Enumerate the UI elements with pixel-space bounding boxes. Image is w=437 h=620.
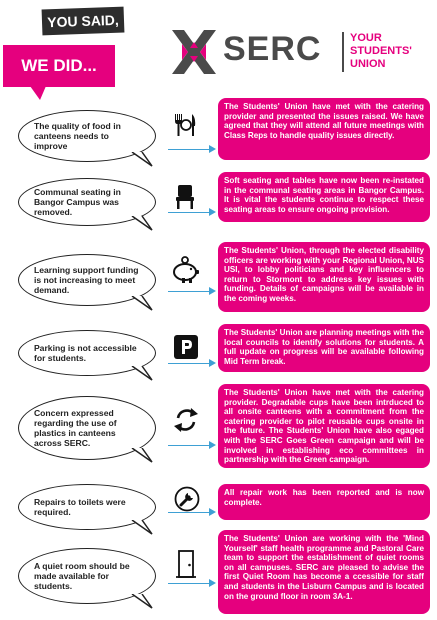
- bubble-tail-1: [130, 152, 154, 168]
- bubble-tail-6: [130, 520, 154, 536]
- concern-text-3: Learning support funding is not increasing to meet demand.: [33, 264, 139, 296]
- bubble-tail-5: [130, 448, 154, 464]
- response-text-2: Soft seating and tables have now been re-instated in the communal seating areas in Bangor Campus. It is vital the students continue to respect these seating areas to ensure ongoing provision.: [224, 176, 424, 214]
- response-text-7: The Students' Union are working with the 'Mind Yourself' staff health programme and Pastoral Care team to support the establishment of quiet rooms on all campuses. SERC are pleased to advise the first Quiet Room has become a ccessible for staff and students in the Lisburn Campus and is located on the ground floor in room 3A-1.: [224, 534, 424, 601]
- response-text-1: The Students' Union have met with the catering provider and presented the issues raised. We have agreed that they will attend all future meetings with Class Reps to handle quality issues directly.: [224, 102, 424, 140]
- wrench-icon: [174, 486, 200, 512]
- logo-subtitle-line-3: UNION: [350, 58, 386, 70]
- arrow-head-7: [209, 579, 216, 587]
- response-text-6: All repair work has been reported and is now complete.: [224, 488, 424, 507]
- we-did-banner-tail: [30, 86, 46, 100]
- response-box-1: [218, 98, 430, 160]
- response-box-5: [218, 384, 430, 468]
- logo-subtitle: [350, 32, 430, 71]
- concern-text-4: Parking is not accessible for students.: [33, 342, 137, 363]
- arrow-line-5: [168, 445, 210, 446]
- response-box-6: [218, 484, 430, 520]
- cutlery-icon: [172, 112, 198, 138]
- serc-x-mark-icon: [170, 26, 218, 78]
- arrow-head-6: [209, 508, 216, 516]
- arrow-head-1: [209, 145, 216, 153]
- arrow-line-2: [168, 212, 210, 213]
- bubble-tail-4: [130, 366, 154, 382]
- concern-text-5: Concern expressed regarding the use of plastics in canteens across SERC.: [33, 407, 117, 449]
- logo-wordmark: SERC: [223, 30, 322, 68]
- parking-icon: [174, 335, 198, 359]
- arrow-head-2: [209, 208, 216, 216]
- logo-subtitle-line-1: YOUR: [350, 32, 382, 44]
- bubble-tail-2: [130, 216, 154, 232]
- concern-text-2: Communal seating in Bangor Campus was removed.: [33, 186, 121, 218]
- response-box-7: [218, 530, 430, 614]
- logo-subtitle-line-2: STUDENTS': [350, 45, 412, 57]
- concern-text-1: The quality of food in canteens needs to improve: [33, 120, 121, 152]
- concern-text-7: A quiet room should be made available for students.: [33, 560, 130, 592]
- concern-text-6: Repairs to toilets were required.: [33, 496, 126, 517]
- arrow-head-5: [209, 441, 216, 449]
- recycle-icon: [172, 406, 200, 434]
- door-icon: [176, 550, 196, 578]
- bubble-tail-3: [130, 296, 154, 312]
- arrow-line-1: [168, 149, 210, 150]
- chair-icon: [174, 184, 196, 210]
- response-text-5: The Students' Union have met with the catering provider. Degradable cups have been intrduced to all onsite canteens with a commitment from the catering provider to pilot reusable cups onsite in the future. The Students' Union have also egaged with the SERC Goes Green campaign and will be involved in establishing eco committees in partnership with the Green campaign.: [224, 388, 424, 465]
- response-box-3: [218, 242, 430, 312]
- arrow-line-3: [168, 291, 210, 292]
- response-text-3: The Students' Union, through the elected disability officers are working with your Regional Union, NUS USI, to lobby politicians and key influencers to return to Stormont to address key issues with funding. Details of campaigns will be available in the coming weeks.: [224, 246, 424, 303]
- we-did-banner: WE DID...: [3, 45, 115, 87]
- arrow-head-4: [209, 359, 216, 367]
- logo-divider: [342, 32, 344, 72]
- arrow-head-3: [209, 287, 216, 295]
- bubble-tail-7: [130, 594, 154, 610]
- serc-logo: [170, 22, 428, 82]
- response-text-4: The Students' Union are planning meetings with the local councils to identify solutions for students. A full update on progress will be available following Mid Term break.: [224, 328, 424, 366]
- you-said-banner: YOU SAID,: [42, 7, 125, 36]
- response-box-4: [218, 324, 430, 372]
- arrow-line-4: [168, 363, 210, 364]
- arrow-line-6: [168, 512, 210, 513]
- piggy-bank-icon: [170, 256, 200, 284]
- arrow-line-7: [168, 583, 210, 584]
- response-box-2: [218, 172, 430, 222]
